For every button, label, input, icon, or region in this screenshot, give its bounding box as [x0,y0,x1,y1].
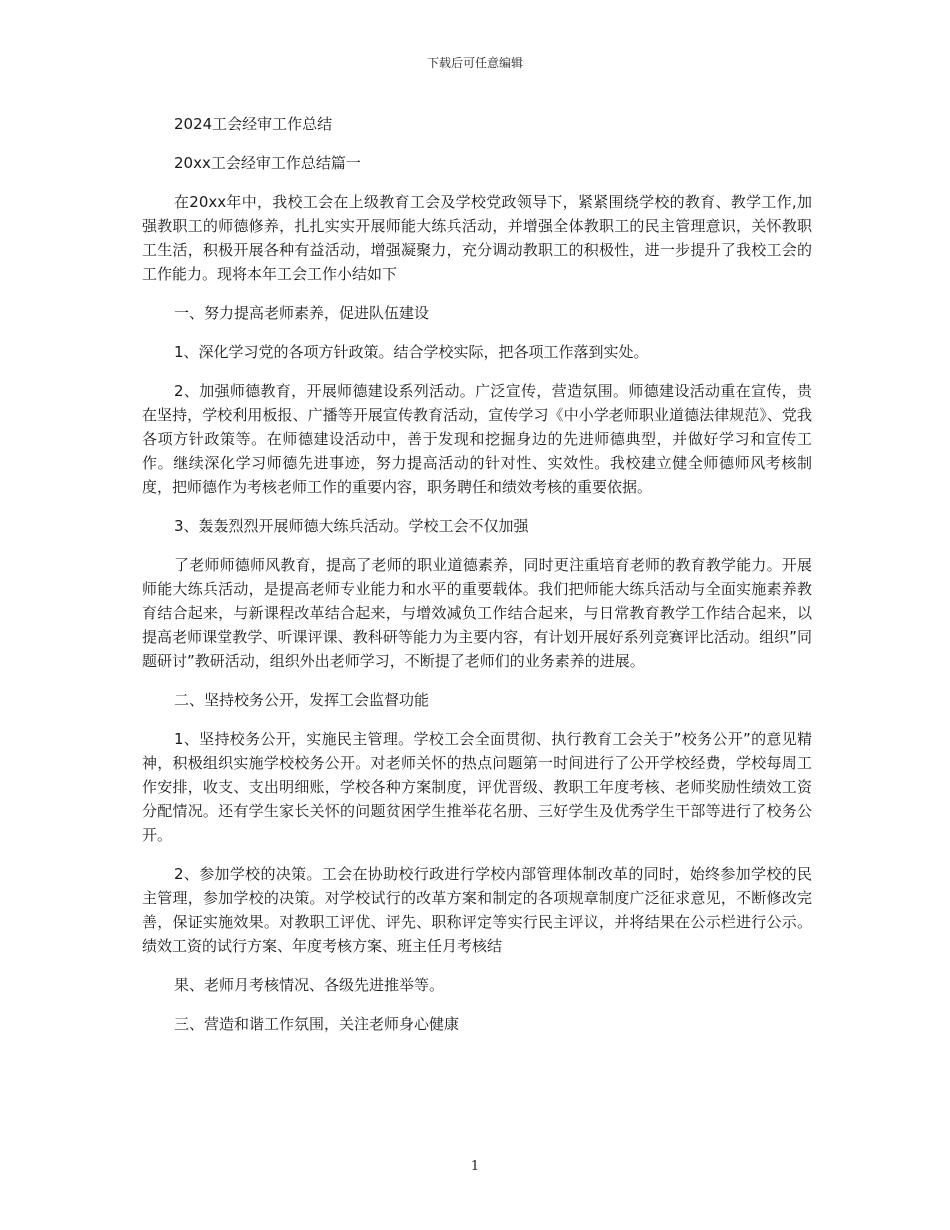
document-body [142,112,812,1051]
section-subtitle: 20xx工会经审工作总结篇一 [174,154,361,172]
paragraph: 2、参加学校的决策。工会在协助校行政进行学校内部管理体制改革的同时，始终参加学校的民主管理，参加学校的决策。对学校试行的改革方案和制定的各项规章制度广泛征求意见，不断修改完善，保证实施效果。对教职工评优、评先、职称评定等实行民主评议，并将结果在公示栏进行公示。绩效工资的试行方案、年度考核方案、班主任月考核结 [142,865,812,955]
download-note: 下载后可任意编辑 [426,56,523,70]
paragraph: 2、加强师德教育，开展师德建设系列活动。广泛宣传，营造氛围。师德建设活动重在宣传，贵在坚持，学校利用板报、广播等开展宣传教育活动，宣传学习《中小学老师职业道德法律规范》、党我各项方针政策等。在师德建设活动中，善于发现和挖掘身边的先进师德典型，并做好学习和宣传工作。继续深化学习师德先进事迹，努力提高活动的针对性、实效性。我校建立健全师德师风考核制度，把师德作为考核老师工作的重要内容，职务聘任和绩效考核的重要依据。 [142,382,812,496]
paragraph: 3、轰轰烈烈开展师德大练兵活动。学校工会不仅加强 [174,517,529,535]
paragraph: 果、老师月考核情况、各级先进推举等。 [174,976,445,994]
paragraph: 了老师师德师风教育，提高了老师的职业道德素养，同时更注重培育老师的教育教学能力。开展师能大练兵活动，是提高老师专业能力和水平的重要载体。我们把师能大练兵活动与全面实施素养教育结合起来，与新课程改革结合起来，与增效减负工作结合起来，与日常教育教学工作结合起来，以提高老师课堂教学、听课评课、教科研等能力为主要内容，有计划开展好系列竞赛评比活动。组织”同题研讨”教研活动，组织外出老师学习，不断提了老师们的业务素养的进展。 [142,556,812,670]
paragraph: 1、坚持校务公开，实施民主管理。学校工会全面贯彻、执行教育工会关于”校务公开”的意见精神，积极组织实施学校校务公开。对老师关怀的热点问题第一时间进行了公开学校经费，学校每周工作安排，收支、支出明细账，学校各种方案制度，评优晋级、教职工年度考核、老师奖励性绩效工资分配情况。还有学生家长关怀的问题贫困学生推举花名册、三好学生及优秀学生干部等进行了校务公开。 [142,730,812,844]
document-title: 2024工会经审工作总结 [174,115,333,133]
page-number: 1 [470,1159,480,1174]
paragraph: 1、深化学习党的各项方针政策。结合学校实际，把各项工作落到实处。 [174,343,649,361]
section-heading-2: 二、坚持校务公开，发挥工会监督功能 [174,691,430,709]
section-heading-1: 一、努力提高老师素养，促进队伍建设 [174,304,430,322]
intro-paragraph: 在20xx年中，我校工会在上级教育工会及学校党政领导下，紧紧围绕学校的教育、教学工作,加强教职工的师德修养，扎扎实实开展师能大练兵活动，并增强全体教职工的民主管理意识，关怀教职工生活，积极开展各种有益活动，增强凝聚力，充分调动教职工的积极性，进一步提升了我校工会的工作能力。现将本年工会工作小结如下 [142,193,812,283]
section-heading-3: 三、营造和谐工作氛围，关注老师身心健康 [174,1015,460,1033]
